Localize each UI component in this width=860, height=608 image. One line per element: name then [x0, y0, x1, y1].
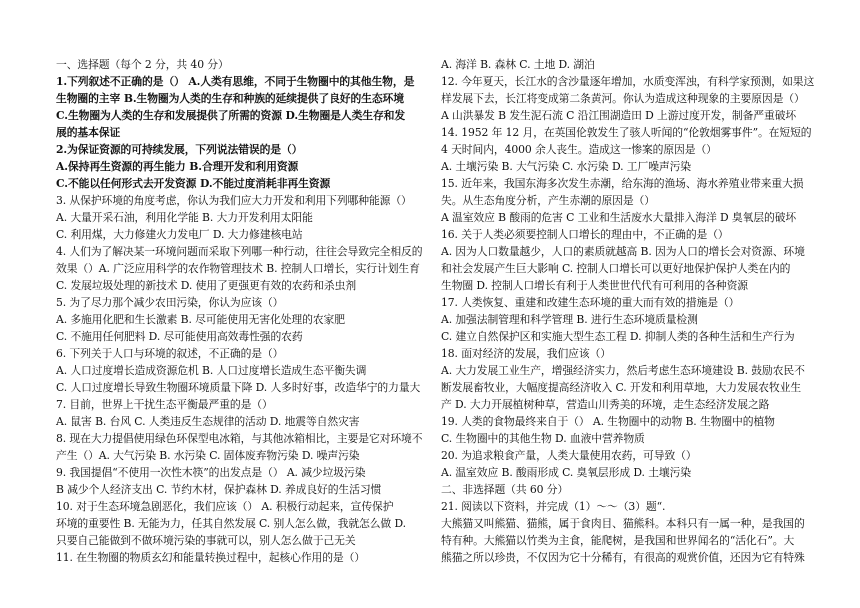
- text-line: 特有种。大熊猫以竹类为主食，能爬树，是我国和世界闻名的“活化石”。大: [441, 534, 795, 547]
- text-line: A. 加强法制管理和科学管理 B. 进行生态环境质量检测: [441, 313, 698, 326]
- text-line: 产生（）A. 大气污染 B. 水污染 C. 固体废弃物污染 D. 噪声污染: [56, 449, 360, 462]
- text-line: 生物圈的主宰 B.生物圈为人类的生存和种族的延续提供了良好的生态环境: [56, 92, 404, 105]
- text-line: 19. 人类的食物最终来自于（） A. 生物圈中的动物 B. 生物圈中的植物: [441, 415, 775, 428]
- text-line: C. 生物圈中的其他生物 D. 血液中营养物质: [441, 432, 645, 445]
- text-line: A. 多施用化肥和生长激素 B. 尽可能使用无害化处理的农家肥: [56, 313, 345, 326]
- text-line: 6. 下列关于人口与环境的叙述，不正确的是（）: [56, 347, 284, 360]
- text-line: A.保持再生资源的再生能力 B.合理开发和利用资源: [56, 160, 299, 173]
- text-line: 断发展畜牧业，大幅度提高经济收入 C. 开发和利用草地，大力发展农牧业生: [441, 381, 802, 394]
- text-line: 7. 目前，世界上干扰生态平衡最严重的是（）: [56, 398, 273, 411]
- text-line: 20. 为追求粮食产量，人类大量使用农药，可导致（）: [441, 449, 697, 462]
- text-line: 5. 为了尽力那个减少农田污染，你认为应该（）: [56, 296, 284, 309]
- text-line: 11. 在生物圈的物质玄幻和能量转换过程中，起核心作用的是（）: [56, 551, 366, 564]
- text-line: 4 天时间内，4000 余人丧生。造成这一惨案的原因是（）: [441, 143, 717, 156]
- text-line: 16. 关于人类必须要控制人口增长的理由中，不正确的是（）: [441, 228, 729, 241]
- text-line: 21. 阅读以下资料，并完成（1）～～（3）题“.: [441, 500, 666, 513]
- text-line: A. 土壤污染 B. 大气污染 C. 水污染 D. 工厂噪声污染: [441, 160, 691, 173]
- text-line: C. 利用煤，大力修建火力发电厂 D. 大力修建核电站: [56, 228, 303, 241]
- text-line: A. 温室效应 B. 酸雨形成 C. 臭氧层形成 D. 土壤污染: [441, 466, 691, 479]
- text-line: 8. 现在大力提倡使用绿色环保型电冰箱，与其他冰箱相比，主要是它对环境不: [56, 432, 423, 445]
- text-line: C. 建立自然保护区和实施大型生态工程 D. 抑制人类的各种生活和生产行为: [441, 330, 795, 343]
- text-line: 1.下列叙述不正确的是（） A.人类有思维，不同于生物圈中的其他生物，是: [56, 75, 415, 88]
- text-line: 2.为保证资源的可持续发展，下列说法错误的是（）: [56, 143, 303, 156]
- text-line: 3. 从保护环境的角度考虑，你认为我们应大力开发和利用下列哪种能源（）: [56, 194, 412, 207]
- text-line: 9. 我国提倡“不使用一次性木筷”的出发点是（） A. 减少垃圾污染: [56, 466, 366, 479]
- text-line: 产 D. 大力开展植树种草，营造山川秀美的环境，走生态经济发展之路: [441, 398, 770, 411]
- text-line: 熊猫之所以珍贵，不仅因为它十分稀有，有很高的观赏价值，还因为它有特殊: [441, 551, 805, 564]
- text-line: 样发展下去，长江将变成第二条黄河。你认为造成这种现象的主要原因是（）: [441, 92, 805, 105]
- text-line: 只要自己能做到不做环境污染的事就可以，别人怎么做于己无关: [56, 534, 356, 547]
- text-line: 失。从生态角度分析，产生赤潮的原因是（）: [441, 194, 655, 207]
- text-line: C. 不施用任何肥料 D. 尽可能使用高效毒性强的农药: [56, 330, 303, 343]
- text-line: 生物圈 D. 控制人口增长有利于人类世世代代有可利用的各种资源: [441, 279, 748, 292]
- text-line: 展的基本保证: [56, 126, 121, 139]
- text-line: 4. 人们为了解决某一环境问题而采取下列哪一种行动，往往会导致完全相反的: [56, 245, 423, 258]
- text-line: C. 发展垃圾处理的新技术 D. 使用了更强更有效的农药和杀虫剂: [56, 279, 357, 292]
- text-line: 17. 人类恢复、重建和改建生态环境的重大而有效的措施是（）: [441, 296, 740, 309]
- text-line: 二、非选择题（共 60 分）: [441, 483, 569, 496]
- text-line: B 减少个人经济支出 C. 节约木材，保护森林 D. 养成良好的生活习惯: [56, 483, 382, 496]
- text-line: C. 人口过度增长导致生物圈环境质量下降 D. 人多时好事，改造华宁的力量大: [56, 381, 421, 394]
- text-line: A. 大力发展工业生产，增强经济实力，然后考虑生态环境建设 B. 鼓励农民不: [441, 364, 805, 377]
- text-line: A. 鼠害 B. 台风 C. 人类违反生态规律的活动 D. 地震等自然灾害: [56, 415, 360, 428]
- text-line: 10. 对于生态环境急剧恶化，我们应该（） A. 积极行动起来，宣传保护: [56, 500, 394, 513]
- text-line: A. 海洋 B. 森林 C. 土地 D. 湖泊: [441, 58, 595, 71]
- text-line: A 温室效应 B 酸雨的危害 C 工业和生活废水大量排入海洋 D 臭氧层的破坏: [441, 211, 797, 224]
- text-line: C.生物圈为人类的生存和发展提供了所需的资源 D.生物圈是人类生存和发: [56, 109, 406, 122]
- text-line: C.不能以任何形式去开发资源 D.不能过度消耗非再生资源: [56, 177, 331, 190]
- text-line: 14. 1952 年 12 月，在英国伦敦发生了骇人听闻的“伦敦烟雾事件”。在短短的: [441, 126, 812, 139]
- text-line: 18. 面对经济的发展，我们应该（）: [441, 347, 611, 360]
- text-line: A. 大量开采石油，利用化学能 B. 大力开发利用太阳能: [56, 211, 313, 224]
- text-line: A. 因为人口数量越少，人口的素质就越高 B. 因为人口的增长会对资源、环境: [441, 245, 805, 258]
- text-line: A. 人口过度增长造成资源危机 B. 人口过度增长造成生态平衡失调: [56, 364, 367, 377]
- text-line: 一、选择题（每个 2 分，共 40 分）: [56, 58, 229, 71]
- text-line: A 山洪暴发 B 发生泥石流 C 沿江围湖造田 D 上游过度开发，制备严重破坏: [441, 109, 797, 122]
- text-line: 和社会发展产生巨大影响 C. 控制人口增长可以更好地保护保护人类在内的: [441, 262, 791, 275]
- text-line: 环境的重要性 B. 无能为力，任其自然发展 C. 别人怎么做，我就怎么做 D.: [56, 517, 406, 530]
- text-line: 大熊猫又叫熊猫、猫熊，属于食肉目、猫熊科。本科只有一属一种，是我国的: [441, 517, 805, 530]
- text-line: 12. 今年夏天，长江水的含沙量逐年增加，水质变浑浊，有科学家预测，如果这: [441, 75, 815, 88]
- text-line: 15. 近年来，我国东海多次发生赤潮，给东海的渔场、海水养殖业带来重大损: [441, 177, 804, 190]
- text-line: 效果（）A. 广泛应用科学的农作物管理技术 B. 控制人口增长，实行计划生育: [56, 262, 420, 275]
